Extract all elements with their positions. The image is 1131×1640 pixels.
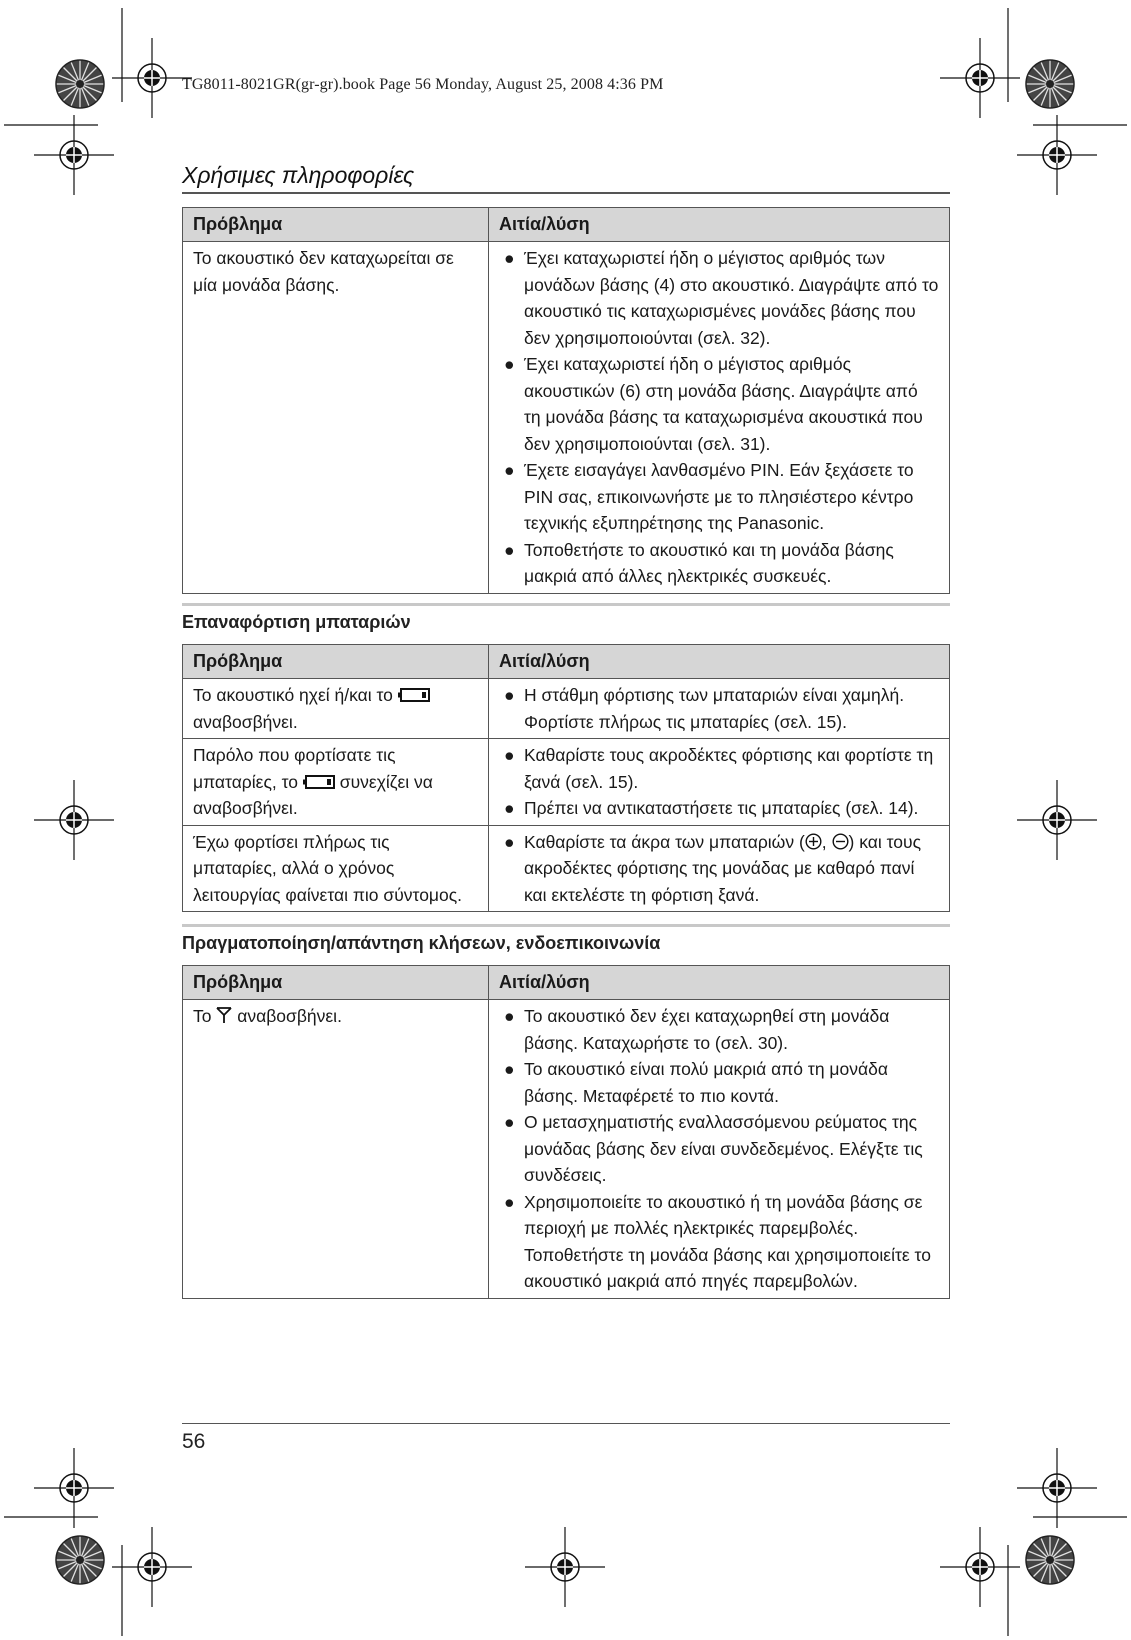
column-header-problem: Πρόβλημα <box>183 208 489 242</box>
registration-mark-icon <box>1017 1448 1097 1528</box>
problem-cell: Το ακουστικό δεν καταχωρείται σε μία μονάδα βάσης. <box>183 242 489 594</box>
solution-item: ● Χρησιμοποιείτε το ακουστικό ή τη μονάδα βάσης σε περιοχή με πολλές ηλεκτρικές παρεμβολές. Τοποθετήστε τη μονάδα βάσης και χρησιμοποιείτε το ακουστικό μακριά από πηγές παρεμβολών. <box>499 1189 939 1295</box>
solution-item: ● Το ακουστικό δεν έχει καταχωρηθεί στη μονάδα βάσης. Καταχωρήστε το (σελ. 30). <box>499 1003 939 1056</box>
section-title-calls: Πραγματοποίηση/απάντηση κλήσεων, ενδοεπικοινωνία <box>182 933 661 953</box>
problem-cell: Παρόλο που φορτίσατε τις μπαταρίες, το συνεχίζει να αναβοσβήνει. <box>183 739 489 826</box>
table-row <box>183 679 950 739</box>
solution-cell <box>489 679 950 739</box>
registration-mark-icon <box>112 1527 192 1607</box>
problem-cell: Το αναβοσβήνει. <box>183 1000 489 1299</box>
bullet-icon: ● <box>504 1006 515 1026</box>
column-header-cause: Αιτία/λύση <box>489 645 950 679</box>
problem-cell: Το ακουστικό ηχεί ή/και το αναβοσβήνει. <box>183 679 489 739</box>
table-row <box>183 242 950 594</box>
footer-rule <box>182 1423 950 1424</box>
registration-mark-icon <box>525 1527 605 1607</box>
color-wheel-icon <box>56 1536 104 1584</box>
table-row <box>183 739 950 826</box>
column-header-problem: Πρόβλημα <box>183 645 489 679</box>
solution-item: ● Το ακουστικό είναι πολύ μακριά από τη μονάδα βάσης. Μεταφέρετέ το πιο κοντά. <box>499 1056 939 1109</box>
solution-item: ● Η στάθμη φόρτισης των μπαταριών είναι χαμηλή. Φορτίστε πλήρως τις μπαταρίες (σελ. 15). <box>499 682 939 735</box>
problem-cell: Έχω φορτίσει πλήρως τις μπαταρίες, αλλά ο χρόνος λειτουργίας φαίνεται πιο σύντομος. <box>183 825 489 912</box>
bullet-icon: ● <box>504 354 515 374</box>
solution-cell <box>489 1000 950 1299</box>
bullet-icon: ● <box>504 685 515 705</box>
table-header-row <box>183 966 950 1000</box>
section-rule <box>182 924 950 927</box>
column-header-cause: Αιτία/λύση <box>489 966 950 1000</box>
bullet-icon: ● <box>504 831 515 852</box>
color-wheel-icon <box>1026 60 1074 108</box>
solution-item: ● Έχει καταχωριστεί ήδη ο μέγιστος αριθμός ακουστικών (6) στη μονάδα βάσης. Διαγράψτε από τη μονάδα βάσης τα καταχωρισμένα ακουστικά που δεν χρησιμοποιούνται (σελ. 31). <box>499 351 939 457</box>
page-title: Χρήσιμες πληροφορίες <box>182 162 415 188</box>
solution-item: ● Τοποθετήστε το ακουστικό και τη μονάδα βάσης μακριά από άλλες ηλεκτρικές συσκευές. <box>499 537 939 590</box>
table-row <box>183 825 950 912</box>
plus-circle-icon <box>805 833 822 850</box>
solution-item: ● Καθαρίστε τα άκρα των μπαταριών ( , ) και τους ακροδέκτες φόρτισης της μονάδας με καθαρό πανί και εκτελέστε τη φόρτιση ξανά. <box>499 829 939 909</box>
bullet-icon: ● <box>504 1112 515 1132</box>
registration-mark-icon <box>1017 115 1097 195</box>
antenna-icon <box>216 1006 232 1024</box>
section-title-battery: Επαναφόρτιση μπαταριών <box>182 612 411 632</box>
column-header-problem: Πρόβλημα <box>183 966 489 1000</box>
bullet-icon: ● <box>504 248 515 268</box>
registration-mark-icon <box>34 780 114 860</box>
column-header-cause: Αιτία/λύση <box>489 208 950 242</box>
solution-item: ● Καθαρίστε τους ακροδέκτες φόρτισης και φορτίστε τη ξανά (σελ. 15). <box>499 742 939 795</box>
bullet-icon: ● <box>504 745 515 765</box>
registration-mark-icon <box>112 38 192 118</box>
troubleshooting-table-battery <box>182 644 950 912</box>
solution-item: ● Ο μετασχηματιστής εναλλασσόμενου ρεύματος της μονάδας βάσης δεν είναι συνδεδεμένος. Ελέγξτε τις συνδέσεις. <box>499 1109 939 1189</box>
solution-cell <box>489 739 950 826</box>
solution-item: ● Έχει καταχωριστεί ήδη ο μέγιστος αριθμός των μονάδων βάσης (4) στο ακουστικό. Διαγράψτε από το ακουστικό τις καταχωρισμένες μονάδες βάσης που δεν χρησιμοποιούνται (σελ. 32). <box>499 245 939 351</box>
book-header-line: TG8011-8021GR(gr-gr).book Page 56 Monday, August 25, 2008 4:36 PM <box>182 76 664 93</box>
bullet-icon: ● <box>504 798 515 818</box>
color-wheel-icon <box>1026 1536 1074 1584</box>
bullet-icon: ● <box>504 539 515 560</box>
title-rule <box>182 192 950 194</box>
battery-icon <box>303 775 335 789</box>
table-row <box>183 1000 950 1299</box>
registration-mark-icon <box>34 115 114 195</box>
section-rule <box>182 603 950 606</box>
registration-mark-icon <box>34 1448 114 1528</box>
solution-cell <box>489 825 950 912</box>
bullet-icon: ● <box>504 1191 515 1212</box>
table-header-row <box>183 208 950 242</box>
page-number: 56 <box>182 1430 206 1453</box>
registration-mark-icon <box>1017 780 1097 860</box>
color-wheel-icon <box>56 60 104 108</box>
solution-cell <box>489 242 950 594</box>
solution-item: ● Έχετε εισαγάγει λανθασμένο PIN. Εάν ξεχάσετε το PIN σας, επικοινωνήστε με το πλησιέστερο κέντρο τεχνικής εξυπηρέτησης της Panasonic. <box>499 457 939 537</box>
minus-circle-icon <box>832 833 849 850</box>
table-header-row <box>183 645 950 679</box>
troubleshooting-table-calls <box>182 965 950 1299</box>
troubleshooting-table-registration <box>182 207 950 594</box>
bullet-icon: ● <box>504 1059 515 1079</box>
solution-item: ● Πρέπει να αντικαταστήσετε τις μπαταρίες (σελ. 14). <box>499 795 939 822</box>
bullet-icon: ● <box>504 460 515 480</box>
battery-icon <box>398 688 430 702</box>
